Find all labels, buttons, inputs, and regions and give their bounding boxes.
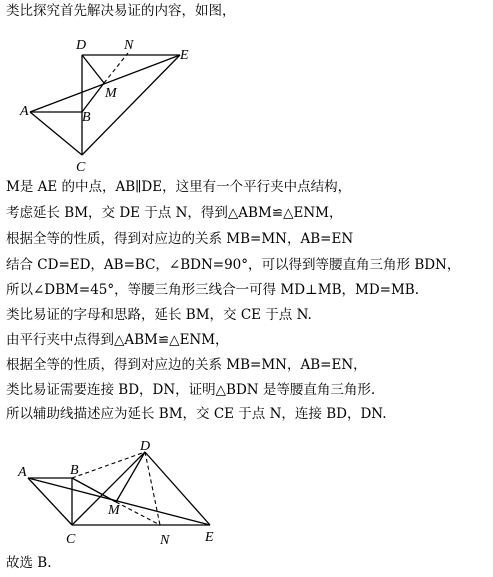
explanation-line-4: 结合 CD=ED，AB=BC，∠BDN=90°，可以得到等腰直角三角形 BDN， — [6, 257, 461, 273]
intro-text: 类比探究首先解决易证的内容，如图， — [6, 3, 236, 19]
label-e: E — [180, 48, 189, 63]
explanation-line-1: M是 AE 的中点，AB∥DE，这里有一个平行夹中点结构， — [6, 179, 352, 195]
label-m: M — [108, 503, 120, 518]
figure-2-geometry — [0, 440, 493, 560]
explanation-line-3: 根据全等的性质，得到对应边的关系 MB=MN，AB=EN — [6, 231, 354, 247]
explanation-line-5: 所以∠DBM=45°，等腰三角形三线合一可得 MD⊥MB，MD=MB. — [6, 282, 419, 298]
explanation-line-10: 所以辅助线描述应为延长 BM，交 CE 于点 N，连接 BD，DN. — [6, 406, 387, 422]
label-b: B — [70, 463, 79, 478]
figure-1-geometry — [0, 35, 493, 195]
explanation-line-2: 考虑延长 BM，交 DE 于点 N，得到△ABM≌△ENM， — [6, 205, 343, 221]
label-a: A — [18, 465, 27, 480]
label-d: D — [76, 38, 87, 53]
label-n: N — [160, 533, 170, 548]
label-b: B — [82, 110, 91, 125]
explanation-line-9: 类比易证需要连接 BD，DN，证明△BDN 是等腰直角三角形. — [6, 382, 376, 398]
explanation-line-8: 根据全等的性质，得到对应边的关系 MB=MN，AB=EN， — [6, 357, 367, 373]
label-a: A — [20, 104, 29, 119]
explanation-line-7: 由平行夹中点得到△ABM≌△ENM， — [6, 332, 229, 348]
label-n: N — [124, 38, 134, 53]
label-m: M — [105, 86, 117, 101]
label-c: C — [76, 160, 86, 175]
explanation-line-6: 类比易证的字母和思路，延长 BM，交 CE 于点 N. — [6, 307, 312, 323]
label-c: C — [66, 532, 76, 547]
label-d: D — [140, 440, 151, 454]
conclusion-text: 故选 B. — [6, 555, 52, 571]
label-e: E — [205, 530, 214, 545]
